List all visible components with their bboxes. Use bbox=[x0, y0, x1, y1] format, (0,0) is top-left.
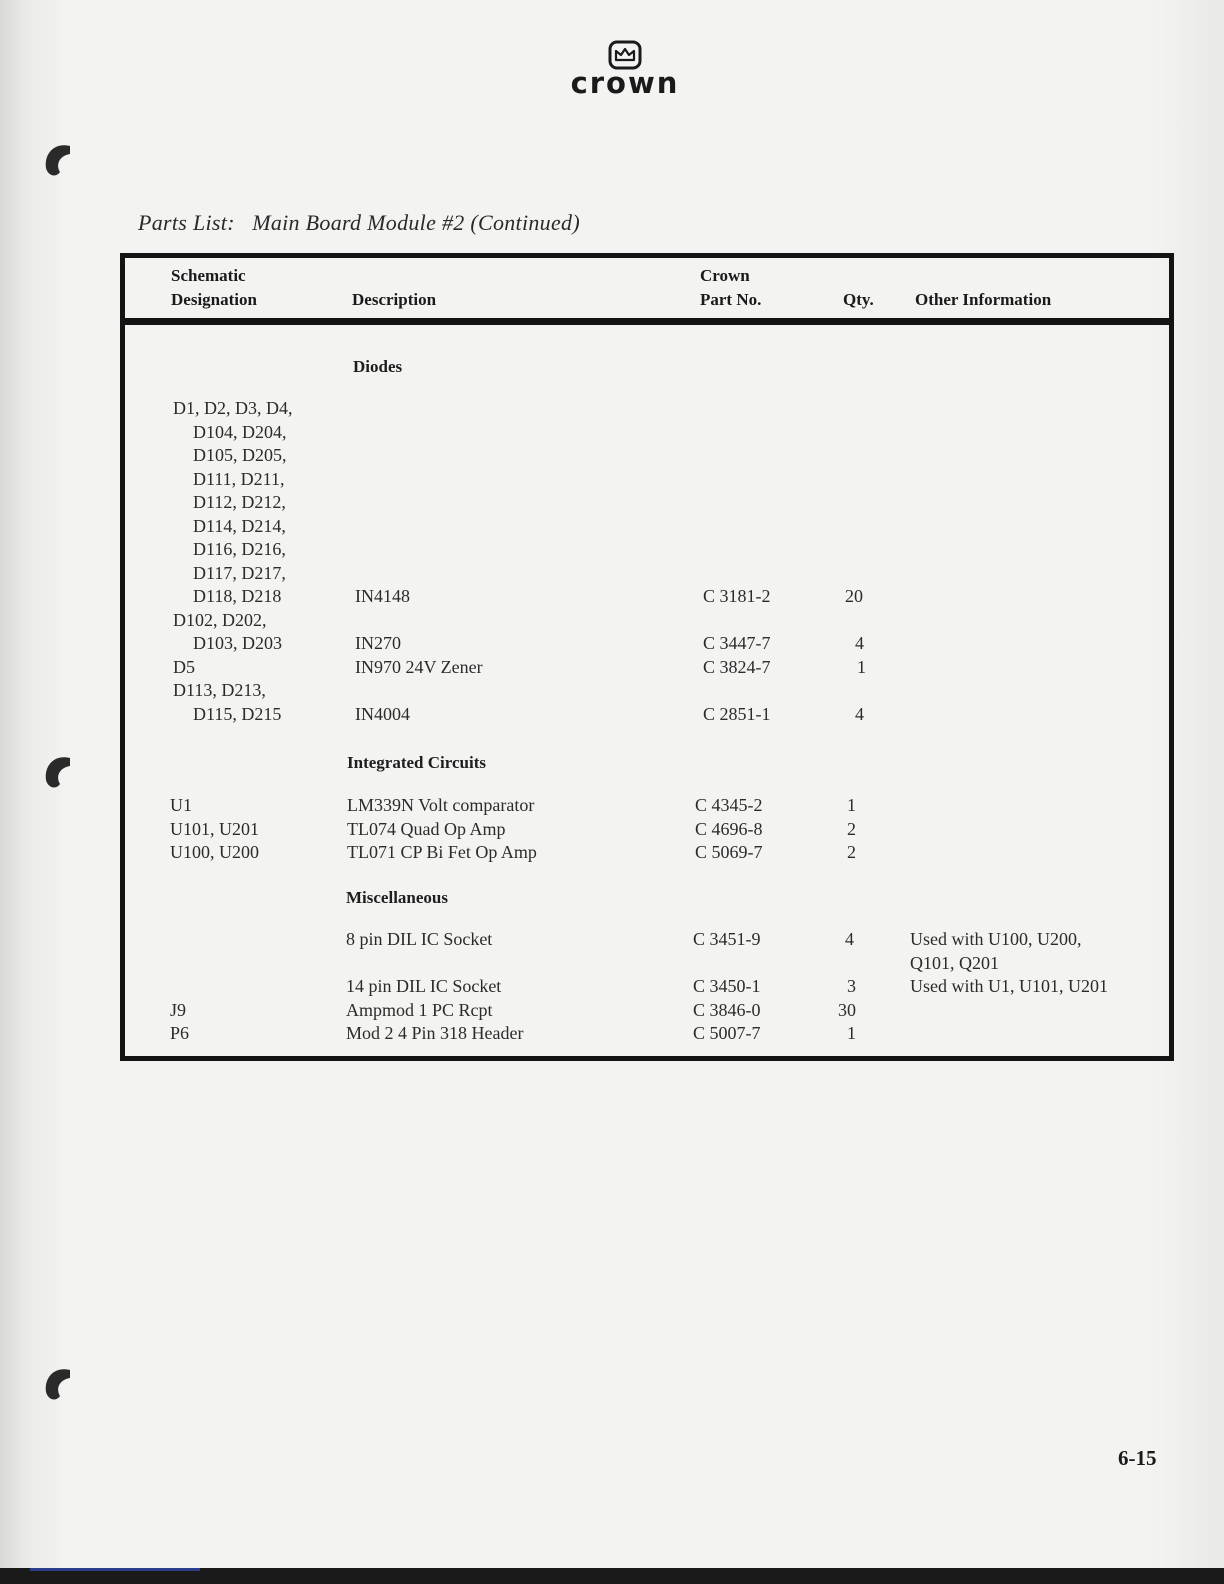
description-cell: IN970 24V Zener bbox=[355, 656, 483, 677]
designation-line: U1 bbox=[170, 795, 192, 815]
part-number-cell: C 2851-1 bbox=[703, 703, 771, 724]
part-number-cell: C 5007-7 bbox=[693, 1023, 761, 1043]
part-number-cell: C 3824-7 bbox=[703, 656, 771, 677]
other-info-cell: Q101, Q201 bbox=[910, 952, 999, 973]
designation-line: P6 bbox=[170, 1023, 190, 1043]
crown-logo bbox=[560, 40, 690, 102]
designation-line: D118, D218 bbox=[193, 586, 282, 606]
part-number-cell: C 3447-7 bbox=[703, 633, 771, 653]
description-cell: Mod 2 4 Pin 318 Header bbox=[346, 1023, 524, 1043]
designation-line: D112, D212, bbox=[193, 492, 286, 512]
designation-line: D104, D204, bbox=[193, 421, 287, 442]
parts-table bbox=[120, 253, 1174, 1061]
qty-cell: 1 bbox=[847, 795, 856, 815]
description-cell: LM339N Volt comparator bbox=[347, 795, 535, 815]
qty-cell: 30 bbox=[838, 999, 856, 1020]
qty-cell: 4 bbox=[855, 703, 864, 724]
part-number-cell: C 3181-2 bbox=[703, 586, 771, 606]
designation-line: D117, D217, bbox=[193, 562, 286, 583]
qty-cell: 2 bbox=[847, 842, 856, 862]
description-cell: IN270 bbox=[355, 633, 401, 653]
designation-line: D105, D205, bbox=[193, 445, 287, 465]
designation-line: D5 bbox=[173, 656, 195, 677]
punch-hole-icon bbox=[40, 1364, 76, 1404]
header-part-no: Crown Part No. bbox=[700, 266, 762, 309]
header-other-information: Other Information bbox=[915, 290, 1052, 309]
part-number-cell: C 3846-0 bbox=[693, 999, 761, 1020]
section-integrated-circuits: Integrated Circuits bbox=[347, 753, 486, 772]
description-cell: 14 pin DIL IC Socket bbox=[346, 976, 502, 996]
part-number-cell: C 4345-2 bbox=[695, 795, 763, 815]
designation-line: D1, D2, D3, D4, bbox=[173, 398, 293, 418]
section-diodes: Diodes bbox=[353, 357, 403, 376]
header-description: Description bbox=[352, 290, 437, 309]
description-cell: TL074 Quad Op Amp bbox=[347, 818, 506, 839]
description-cell: IN4148 bbox=[355, 586, 410, 606]
qty-cell: 1 bbox=[857, 656, 866, 677]
qty-cell: 4 bbox=[845, 929, 854, 949]
logo-wordmark: crown bbox=[570, 66, 680, 100]
description-cell: IN4004 bbox=[355, 703, 410, 724]
section-miscellaneous: Miscellaneous bbox=[346, 888, 448, 907]
description-cell: 8 pin DIL IC Socket bbox=[346, 929, 493, 949]
part-number-cell: C 3450-1 bbox=[693, 976, 761, 996]
page-number: 6-15 bbox=[1118, 1446, 1157, 1470]
designation-line: D111, D211, bbox=[193, 468, 285, 489]
page-bottom-edge-accent bbox=[30, 1568, 200, 1571]
header-schematic: Schematic Designation bbox=[171, 266, 257, 309]
designation-line: J9 bbox=[170, 999, 187, 1020]
header-qty: Qty. bbox=[843, 290, 874, 309]
qty-cell: 2 bbox=[847, 818, 856, 839]
designation-line: U100, U200 bbox=[170, 842, 259, 862]
other-info-cell: Used with U100, U200, bbox=[910, 929, 1082, 949]
designation-line: U101, U201 bbox=[170, 818, 259, 839]
header-divider bbox=[125, 318, 1169, 325]
designation-line: D115, D215 bbox=[193, 703, 282, 724]
part-number-cell: C 3451-9 bbox=[693, 929, 761, 949]
qty-cell: 20 bbox=[845, 586, 863, 606]
qty-cell: 3 bbox=[847, 976, 856, 996]
qty-cell: 4 bbox=[855, 633, 864, 653]
page-title: Parts List: Main Board Module #2 (Continued) bbox=[138, 210, 580, 235]
part-number-cell: C 5069-7 bbox=[695, 842, 763, 862]
description-cell: Ampmod 1 PC Rcpt bbox=[346, 999, 493, 1020]
designation-line: D116, D216, bbox=[193, 539, 286, 559]
part-number-cell: C 4696-8 bbox=[695, 818, 763, 839]
designation-line: D102, D202, bbox=[173, 609, 267, 630]
punch-hole-icon bbox=[40, 140, 76, 180]
designation-line: D103, D203 bbox=[193, 633, 282, 653]
description-cell: TL071 CP Bi Fet Op Amp bbox=[347, 842, 537, 862]
punch-hole-icon bbox=[40, 752, 76, 792]
designation-line: D113, D213, bbox=[173, 680, 266, 700]
designation-line: D114, D214, bbox=[193, 515, 286, 536]
qty-cell: 1 bbox=[847, 1023, 856, 1043]
other-info-cell: Used with U1, U101, U201 bbox=[910, 976, 1108, 996]
